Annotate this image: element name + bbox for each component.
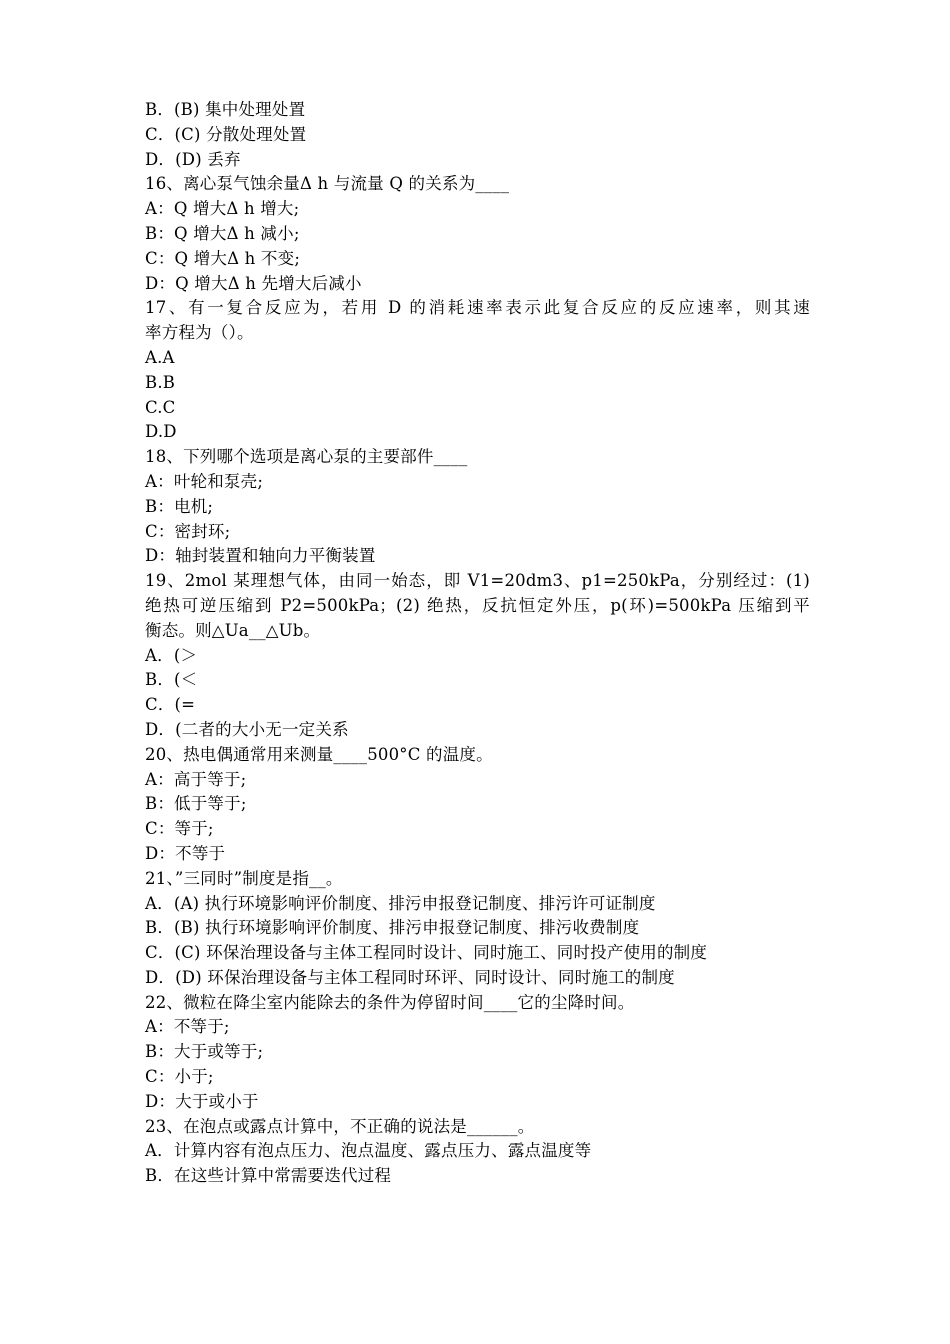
option-line: D．(D) 环保治理设备与主体工程同时环评、同时设计、同时施工的制度 — [145, 967, 675, 987]
option-line: C．(C) 环保治理设备与主体工程同时设计、同时施工、同时投产使用的制度 — [145, 943, 708, 963]
option-line: A：叶轮和泵壳; — [145, 471, 264, 491]
question-23: 23、在泡点或露点计算中，不正确的说法是______。 — [145, 1116, 535, 1136]
option-line: B．(B) 集中处理处置 — [145, 100, 306, 119]
option-line: B：Q 增大Δ h 减小; — [145, 223, 300, 243]
option-line: D.D — [145, 422, 177, 442]
question-17: 17、有一复合反应为，若用 D 的消耗速率表示此复合反应的反应速率，则其速 — [145, 298, 810, 318]
option-line: C.C — [145, 397, 176, 417]
option-line: A．(＞ — [145, 645, 198, 665]
option-line: A：Q 增大Δ h 增大; — [145, 199, 300, 219]
option-line: A：不等于; — [145, 1017, 230, 1037]
option-line: C：小于; — [145, 1067, 214, 1087]
question-17-continued: 率方程为（）。 — [145, 323, 254, 343]
document-body — [145, 98, 810, 1189]
option-line: C：Q 增大Δ h 不变; — [145, 248, 301, 268]
option-line: C．(C) 分散处理处置 — [145, 124, 307, 144]
question-19-continued: 衡态。则△Ua__△Ub。 — [145, 620, 321, 640]
option-line: A．计算内容有泡点压力、泡点温度、露点压力、露点温度等 — [145, 1141, 592, 1161]
option-line: D．(二者的大小无一定关系 — [145, 719, 349, 739]
option-line: D．(D) 丢弃 — [145, 149, 241, 169]
option-line: A．(A) 执行环境影响评价制度、排污申报登记制度、排污许可证制度 — [145, 893, 656, 913]
option-line: D：不等于 — [145, 843, 226, 863]
option-line: A.A — [145, 347, 175, 367]
option-line: C．(= — [145, 695, 196, 715]
question-19: 19、2mol 某理想气体，由同一始态，即 V1=20dm3、p1=250kPa，分别经过：(1) — [145, 571, 810, 591]
question-20: 20、热电偶通常用来测量____500°C 的温度。 — [145, 744, 493, 764]
option-line: B．(＜ — [145, 670, 198, 690]
question-19-continued: 绝热可逆压缩到 P2=500kPa；(2) 绝热，反抗恒定外压，p(环)=500kPa 压缩到平 — [145, 595, 810, 615]
option-line: B．在这些计算中常需要迭代过程 — [145, 1166, 392, 1186]
option-line: C：密封环; — [145, 521, 231, 541]
option-line: D：Q 增大Δ h 先增大后减小 — [145, 273, 362, 293]
option-line: C：等于; — [145, 819, 214, 839]
question-18: 18、下列哪个选项是离心泵的主要部件____ — [145, 447, 468, 467]
option-line: B：大于或等于; — [145, 1042, 264, 1062]
option-line: D：轴封装置和轴向力平衡装置 — [145, 546, 376, 566]
option-line: A：高于等于; — [145, 769, 247, 789]
option-line: D：大于或小于 — [145, 1091, 259, 1111]
option-line: B．(B) 执行环境影响评价制度、排污申报登记制度、排污收费制度 — [145, 918, 640, 938]
question-21: 21、”三同时”制度是指__。 — [145, 868, 343, 888]
question-22: 22、微粒在降尘室内能除去的条件为停留时间____它的尘降时间。 — [145, 992, 635, 1012]
option-line: B：电机; — [145, 496, 214, 516]
question-16: 16、离心泵气蚀余量Δ h 与流量 Q 的关系为____ — [145, 174, 510, 194]
option-line: B：低于等于; — [145, 794, 247, 814]
option-line: B.B — [145, 372, 176, 392]
